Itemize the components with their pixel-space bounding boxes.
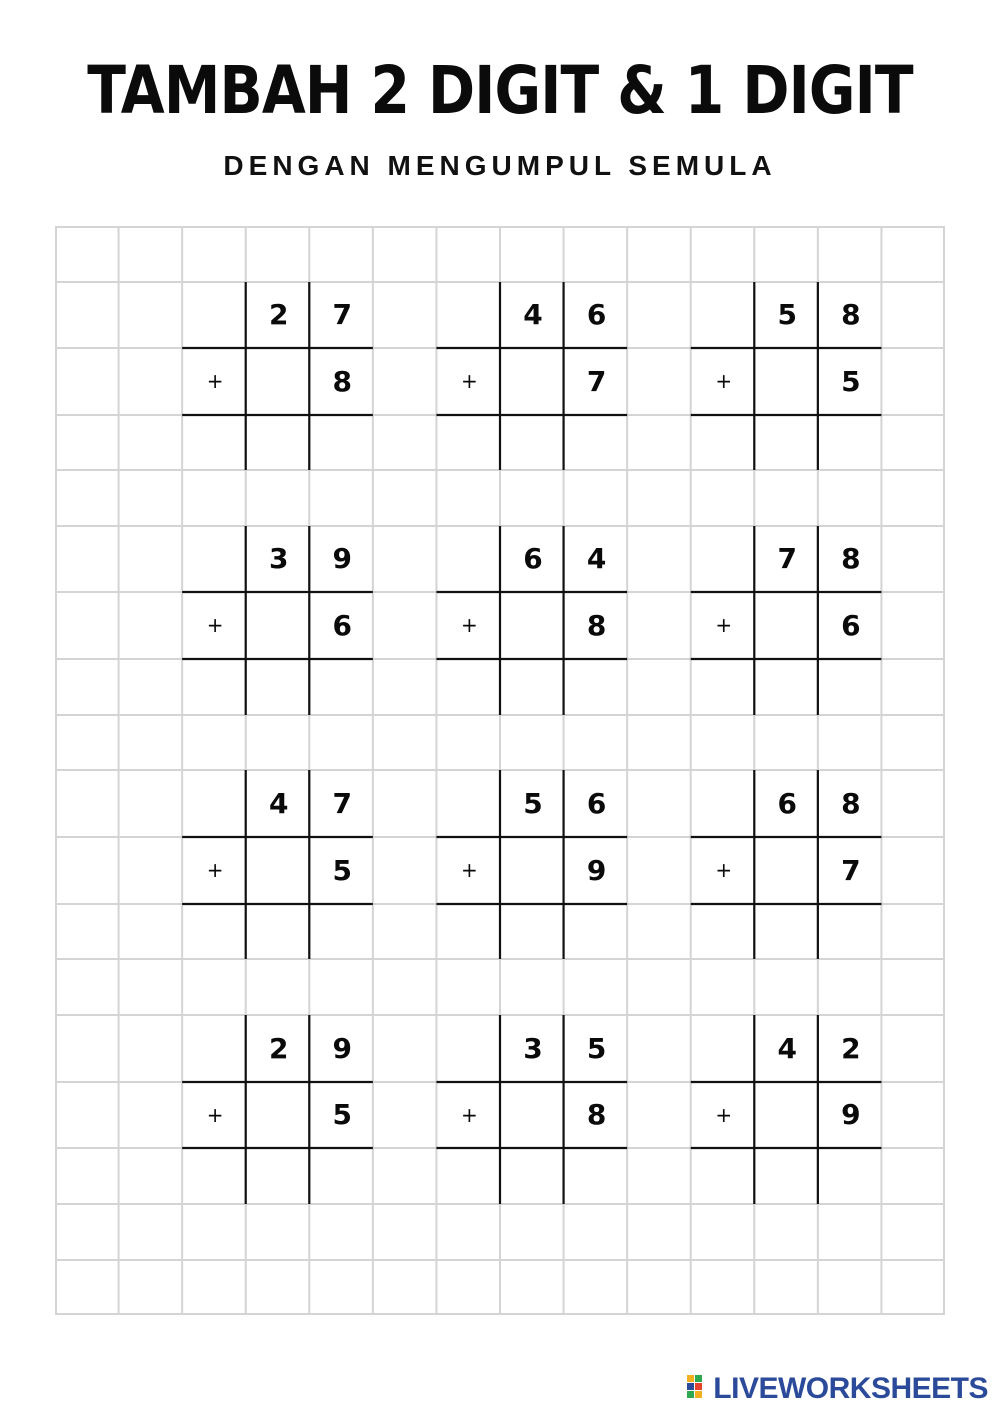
problem-ones-digit: 9 bbox=[332, 542, 353, 575]
problem-ones-digit: 2 bbox=[841, 1032, 861, 1065]
plus-sign: + bbox=[715, 369, 733, 393]
liveworksheets-logo-icon bbox=[687, 1375, 709, 1403]
plus-sign: + bbox=[715, 613, 733, 637]
answer-tens-box[interactable] bbox=[756, 906, 816, 957]
plus-sign: + bbox=[715, 858, 733, 882]
problem-tens-digit: 4 bbox=[523, 298, 543, 331]
problem-tens-digit: 7 bbox=[777, 542, 798, 575]
problem-tens-digit: 4 bbox=[777, 1032, 798, 1065]
problem-addend-digit: 7 bbox=[841, 854, 861, 887]
answer-tens-box[interactable] bbox=[248, 906, 308, 957]
problem-addend-digit: 9 bbox=[841, 1098, 861, 1131]
page-title: TAMBAH 2 DIGIT & 1 DIGIT bbox=[87, 52, 913, 129]
problem-addend-digit: 8 bbox=[586, 1098, 607, 1131]
problem-ones-digit: 6 bbox=[586, 787, 607, 820]
answer-tens-box[interactable] bbox=[502, 906, 562, 957]
problem-tens-digit: 5 bbox=[777, 298, 798, 331]
problem-ones-digit: 9 bbox=[332, 1032, 353, 1065]
plus-sign: + bbox=[461, 1103, 478, 1127]
problem-ones-digit: 5 bbox=[586, 1032, 607, 1065]
problem-ones-digit: 8 bbox=[841, 542, 861, 575]
answer-tens-box[interactable] bbox=[502, 661, 562, 713]
answer-ones-box[interactable] bbox=[311, 661, 371, 713]
answer-tens-box[interactable] bbox=[756, 661, 816, 713]
answer-ones-box[interactable] bbox=[566, 1150, 626, 1202]
worksheet-grid bbox=[55, 226, 945, 1315]
page-subtitle: DENGAN MENGUMPUL SEMULA bbox=[223, 150, 777, 181]
problem-addend-digit: 5 bbox=[332, 854, 353, 887]
problem-ones-digit: 8 bbox=[841, 787, 861, 820]
problem-ones-digit: 4 bbox=[586, 542, 607, 575]
answer-ones-box[interactable] bbox=[311, 906, 371, 957]
problem-addend-digit: 8 bbox=[586, 609, 607, 642]
brand-name: LIVEWORKSHEETS bbox=[713, 1372, 988, 1405]
problem-addend-digit: 8 bbox=[332, 365, 353, 398]
answer-ones-box[interactable] bbox=[566, 417, 626, 468]
answer-ones-box[interactable] bbox=[820, 661, 880, 713]
problem-ones-digit: 7 bbox=[332, 298, 353, 331]
plus-sign: + bbox=[461, 613, 478, 637]
problem-addend-digit: 5 bbox=[332, 1098, 353, 1131]
answer-ones-box[interactable] bbox=[820, 906, 880, 957]
problem-addend-digit: 7 bbox=[586, 365, 607, 398]
answer-tens-box[interactable] bbox=[502, 1150, 562, 1202]
plus-sign: + bbox=[206, 858, 224, 882]
answer-tens-box[interactable] bbox=[502, 417, 562, 468]
problem-addend-digit: 6 bbox=[332, 609, 353, 642]
problem-tens-digit: 6 bbox=[777, 787, 798, 820]
problem-addend-digit: 5 bbox=[841, 365, 861, 398]
problem-addend-digit: 9 bbox=[586, 854, 607, 887]
plus-sign: + bbox=[206, 613, 224, 637]
answer-ones-box[interactable] bbox=[820, 417, 880, 468]
answer-ones-box[interactable] bbox=[311, 417, 371, 468]
plus-sign: + bbox=[715, 1103, 733, 1127]
plus-sign: + bbox=[461, 858, 478, 882]
problem-ones-digit: 7 bbox=[332, 787, 353, 820]
answer-tens-box[interactable] bbox=[248, 661, 308, 713]
problem-tens-digit: 6 bbox=[523, 542, 543, 575]
plus-sign: + bbox=[206, 1103, 224, 1127]
problem-addend-digit: 6 bbox=[841, 609, 861, 642]
problem-tens-digit: 2 bbox=[268, 298, 289, 331]
problem-ones-digit: 6 bbox=[586, 298, 607, 331]
problem-tens-digit: 2 bbox=[268, 1032, 289, 1065]
problem-ones-digit: 8 bbox=[841, 298, 861, 331]
problem-tens-digit: 5 bbox=[523, 787, 543, 820]
plus-sign: + bbox=[461, 369, 478, 393]
answer-tens-box[interactable] bbox=[248, 417, 308, 468]
brand-footer bbox=[687, 1372, 988, 1406]
answer-tens-box[interactable] bbox=[756, 417, 816, 468]
problem-tens-digit: 4 bbox=[268, 787, 289, 820]
answer-tens-box[interactable] bbox=[248, 1150, 308, 1202]
problem-tens-digit: 3 bbox=[268, 542, 289, 575]
answer-ones-box[interactable] bbox=[566, 906, 626, 957]
answer-tens-box[interactable] bbox=[756, 1150, 816, 1202]
answer-ones-box[interactable] bbox=[311, 1150, 371, 1202]
problem-tens-digit: 3 bbox=[523, 1032, 543, 1065]
answer-ones-box[interactable] bbox=[566, 661, 626, 713]
plus-sign: + bbox=[206, 369, 224, 393]
answer-ones-box[interactable] bbox=[820, 1150, 880, 1202]
